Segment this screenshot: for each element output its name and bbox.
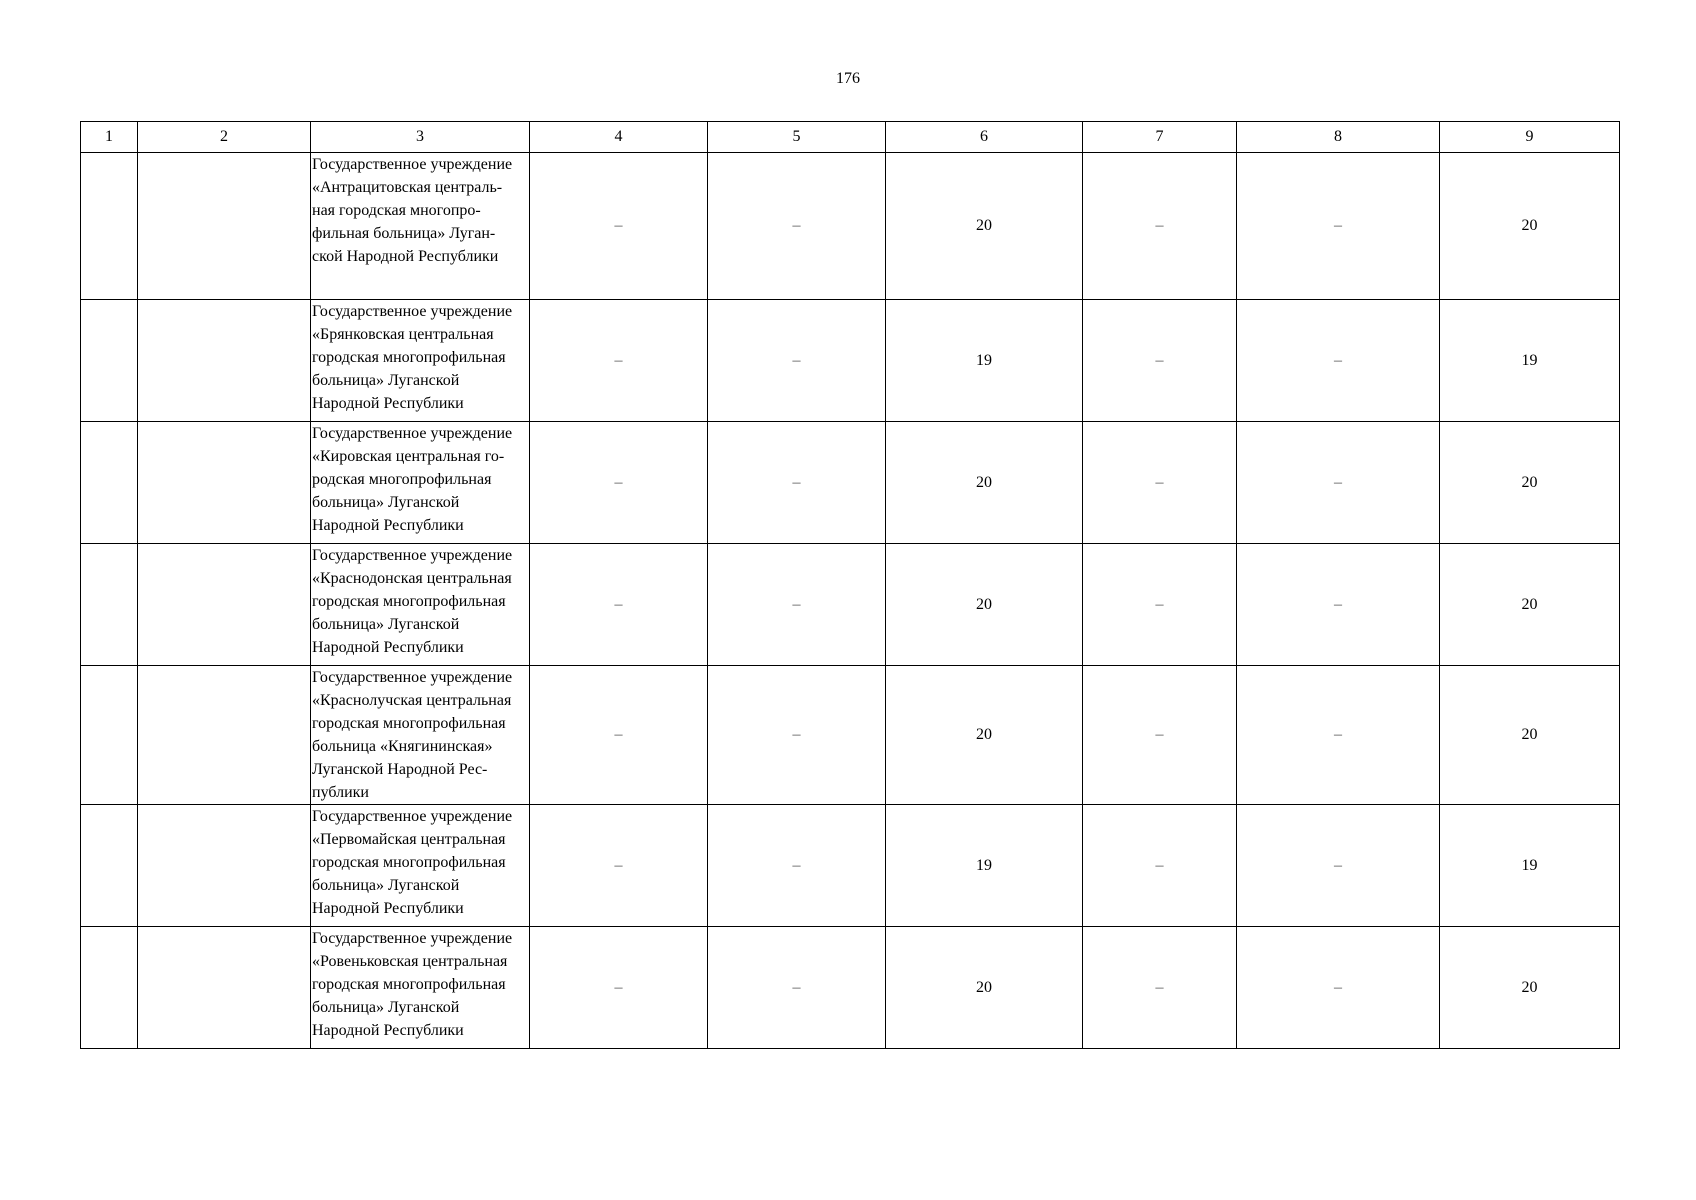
cell-col1 (81, 805, 138, 927)
table-row (81, 544, 1620, 666)
cell-col7: – (1083, 300, 1237, 422)
cell-col6: 19 (886, 805, 1083, 927)
cell-col6: 20 (886, 927, 1083, 1049)
cell-col7: – (1083, 544, 1237, 666)
cell-col4: – (530, 927, 708, 1049)
cell-col9: 20 (1440, 422, 1620, 544)
cell-col2 (138, 422, 311, 544)
cell-col4: – (530, 805, 708, 927)
table-row (81, 927, 1620, 1049)
institution-name-cell: Государственное учреждение «Кировская центральная го- родская многопрофильная больница» Луганской Народной Республики (311, 422, 530, 544)
cell-col6: 20 (886, 422, 1083, 544)
cell-col4: – (530, 666, 708, 805)
cell-col6: 20 (886, 544, 1083, 666)
cell-col9: 20 (1440, 153, 1620, 300)
institution-name-cell: Государственное учреждение «Ровеньковская центральная городская многопрофильная больница» Луганской Народной Республики (311, 927, 530, 1049)
cell-col9: 20 (1440, 544, 1620, 666)
cell-col2 (138, 153, 311, 300)
institution-name-cell: Государственное учреждение «Первомайская центральная городская многопрофильная больница» Луганской Народной Республики (311, 805, 530, 927)
column-header: 2 (138, 122, 311, 153)
table-row (81, 805, 1620, 927)
cell-col1 (81, 927, 138, 1049)
cell-col6: 20 (886, 153, 1083, 300)
institution-name-cell: Государственное учреждение «Брянковская центральная городская многопрофильная больница» Луганской Народной Республики (311, 300, 530, 422)
cell-col7: – (1083, 422, 1237, 544)
cell-col5: – (708, 927, 886, 1049)
table-header-row (81, 122, 1620, 153)
cell-col8: – (1237, 666, 1440, 805)
cell-col2 (138, 544, 311, 666)
cell-col5: – (708, 666, 886, 805)
cell-col2 (138, 805, 311, 927)
table-row (81, 666, 1620, 805)
institution-name-cell: Государственное учреждение «Краснолучская центральная городская многопрофильная больница «Княгининская» Луганской Народной Рес- публики (311, 666, 530, 805)
institution-name-cell: Государственное учреждение «Антрацитовская централь- ная городская многопро- фильная больница» Луган- ской Народной Республики (311, 153, 530, 300)
cell-col7: – (1083, 666, 1237, 805)
cell-col1 (81, 666, 138, 805)
cell-col8: – (1237, 422, 1440, 544)
cell-col6: 19 (886, 300, 1083, 422)
cell-col7: – (1083, 805, 1237, 927)
data-table (80, 121, 1620, 1049)
cell-col4: – (530, 300, 708, 422)
cell-col9: 19 (1440, 805, 1620, 927)
cell-col2 (138, 666, 311, 805)
cell-col5: – (708, 422, 886, 544)
cell-col8: – (1237, 927, 1440, 1049)
cell-col8: – (1237, 544, 1440, 666)
column-header: 4 (530, 122, 708, 153)
table-row (81, 300, 1620, 422)
cell-col9: 19 (1440, 300, 1620, 422)
cell-col7: – (1083, 153, 1237, 300)
column-header: 1 (81, 122, 138, 153)
cell-col5: – (708, 153, 886, 300)
cell-col4: – (530, 544, 708, 666)
table-row (81, 153, 1620, 300)
cell-col4: – (530, 422, 708, 544)
cell-col2 (138, 927, 311, 1049)
cell-col5: – (708, 544, 886, 666)
column-header: 5 (708, 122, 886, 153)
cell-col8: – (1237, 300, 1440, 422)
cell-col1 (81, 153, 138, 300)
cell-col8: – (1237, 805, 1440, 927)
cell-col9: 20 (1440, 666, 1620, 805)
cell-col8: – (1237, 153, 1440, 300)
cell-col4: – (530, 153, 708, 300)
column-header: 8 (1237, 122, 1440, 153)
cell-col2 (138, 300, 311, 422)
cell-col1 (81, 544, 138, 666)
cell-col7: – (1083, 927, 1237, 1049)
table-row (81, 422, 1620, 544)
cell-col6: 20 (886, 666, 1083, 805)
column-header: 6 (886, 122, 1083, 153)
cell-col1 (81, 422, 138, 544)
cell-col9: 20 (1440, 927, 1620, 1049)
column-header: 3 (311, 122, 530, 153)
institution-name-cell: Государственное учреждение «Краснодонская центральная городская многопрофильная больница» Луганской Народной Республики (311, 544, 530, 666)
column-header: 9 (1440, 122, 1620, 153)
page-number: 176 (836, 70, 860, 87)
column-header: 7 (1083, 122, 1237, 153)
cell-col5: – (708, 805, 886, 927)
cell-col5: – (708, 300, 886, 422)
cell-col1 (81, 300, 138, 422)
